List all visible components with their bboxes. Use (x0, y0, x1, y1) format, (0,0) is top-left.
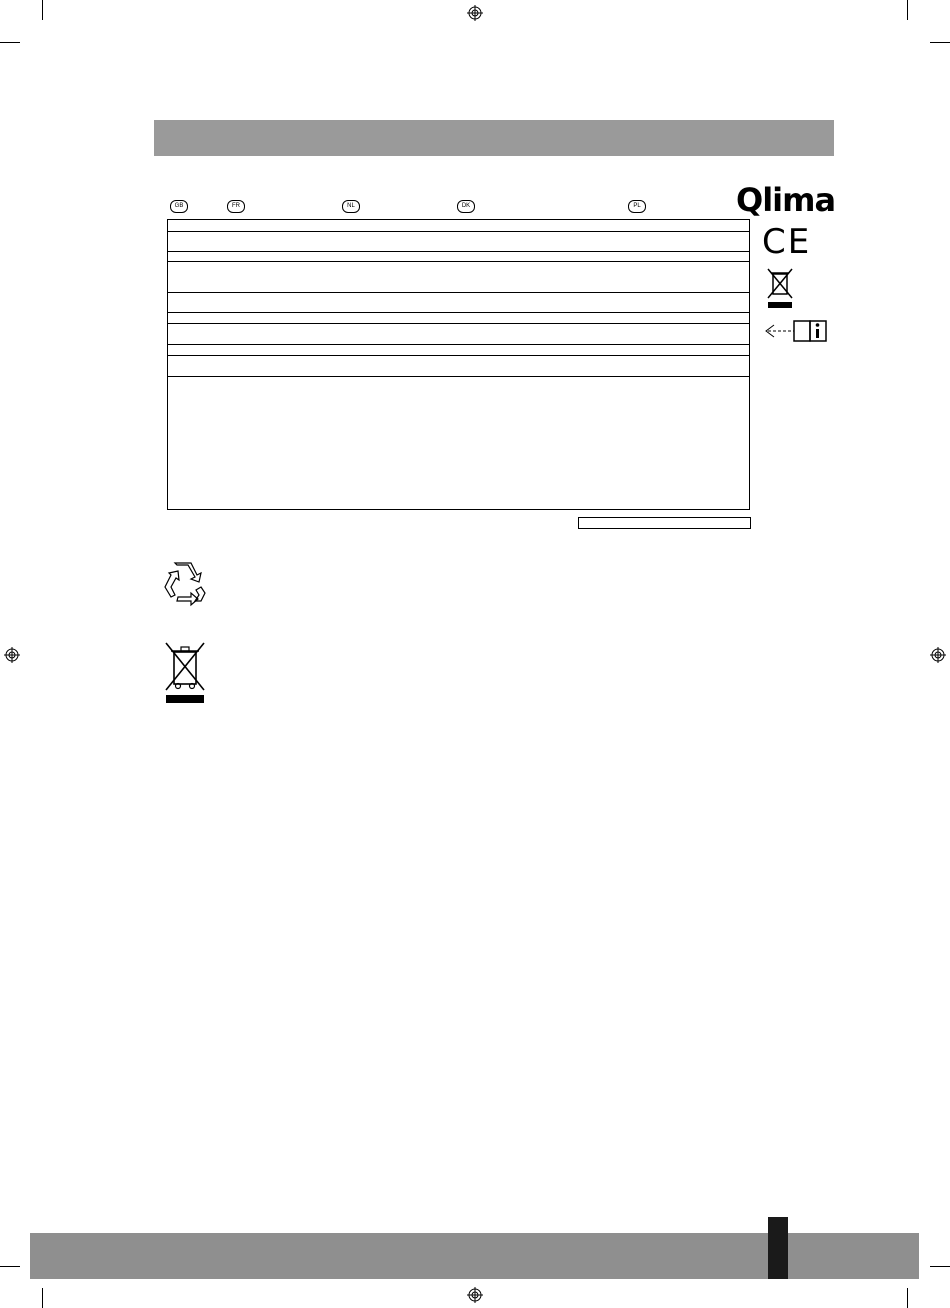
crop-mark (907, 0, 908, 20)
brand-logo: Qlima (736, 181, 836, 219)
recycle-icon (161, 561, 209, 607)
serial-box (578, 517, 751, 529)
crop-mark (42, 1288, 43, 1308)
language-badge-fr: FR (227, 200, 245, 213)
table-row-divider (168, 355, 749, 356)
crop-mark (0, 1266, 20, 1267)
registration-mark-icon (4, 647, 20, 663)
table-row-divider (168, 251, 749, 252)
language-badge-gb: GB (170, 200, 188, 213)
table-row-divider (168, 323, 749, 324)
crop-mark (930, 42, 950, 43)
language-badge-nl: NL (342, 200, 360, 213)
ce-mark: CE (762, 222, 812, 262)
table-row-divider (168, 312, 749, 313)
weee-bin-icon (163, 640, 207, 704)
crop-mark (0, 42, 20, 43)
registration-mark-icon (930, 647, 946, 663)
table-row-divider (168, 231, 749, 232)
registration-mark-icon (467, 5, 483, 21)
weee-bin-icon (766, 266, 794, 310)
title-bar (154, 120, 834, 156)
language-badge-pl: PL (628, 200, 646, 213)
table-row-divider (168, 344, 749, 345)
crop-mark (907, 1288, 908, 1308)
spec-table (167, 219, 750, 510)
crop-mark (930, 1266, 950, 1267)
table-row-divider (168, 376, 749, 377)
table-row-divider (168, 292, 749, 293)
crop-mark (42, 0, 43, 20)
page-tab (768, 1217, 788, 1279)
table-row-divider (168, 261, 749, 262)
manual-info-icon (764, 318, 828, 344)
language-badge-dk: DK (457, 200, 475, 213)
registration-mark-icon (467, 1287, 483, 1303)
